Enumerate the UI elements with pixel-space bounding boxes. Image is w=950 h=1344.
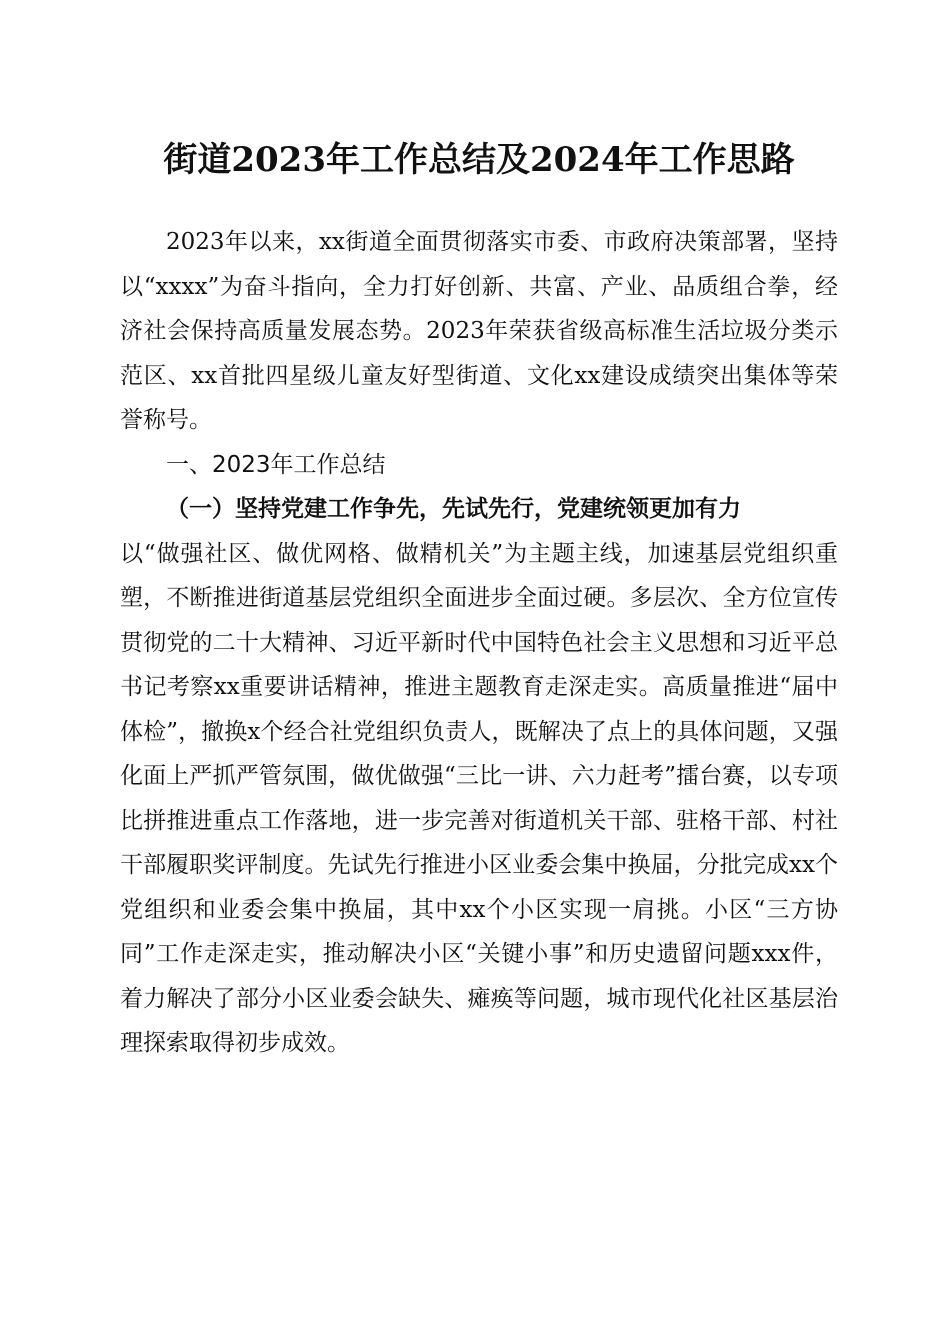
subsection-heading: （一）坚持党建工作争先，先试先行，党建统领更加有力 — [166, 495, 741, 522]
section-heading: 一、2023年工作总结 — [166, 451, 386, 478]
document-title: 街道2023年工作总结及2024年工作思路 — [163, 140, 795, 180]
subsection-body-paragraph: 以“做强社区、做优网格、做精机关”为主题主线，加速基层党组织重塑，不断推进街道基层党组织全面进步全面过硬。多层次、全方位宣传贯彻党的二十大精神、习近平新时代中国特色社会主义思想和习近平总书记考察xx重要讲话精神，推进主题教育走深走实。高质量推进“届中体检”，撤换x个经合社党组织负责人，既解决了点上的具体问题，又强化面上严抓严管氛围，做优做强“三比一讲、六力赶考”擂台赛，以专项比拼推进重点工作落地，进一步完善对街道机关干部、驻格干部、村社干部履职奖评制度。先试先行推进小区业委会集中换届，分批完成xx个党组织和业委会集中换届，其中xx个小区实现一肩挑。小区“三方协同”工作走深走实，推动解决小区“关键小事”和历史遗留问题xxx件，着力解决了部分小区业委会缺失、瘫痪等问题，城市现代化社区基层治理探索取得初步成效。 — [120, 540, 838, 1056]
intro-paragraph: 2023年以来，xx街道全面贯彻落实市委、市政府决策部署，坚持以“xxxx”为奋斗指向，全力打好创新、共富、产业、品质组合拳，经济社会保持高质量发展态势。2023年荣获省级高标准生活垃圾分类示范区、xx首批四星级儿童友好型街道、文化xx建设成绩突出集体等荣誉称号。 — [120, 229, 838, 433]
